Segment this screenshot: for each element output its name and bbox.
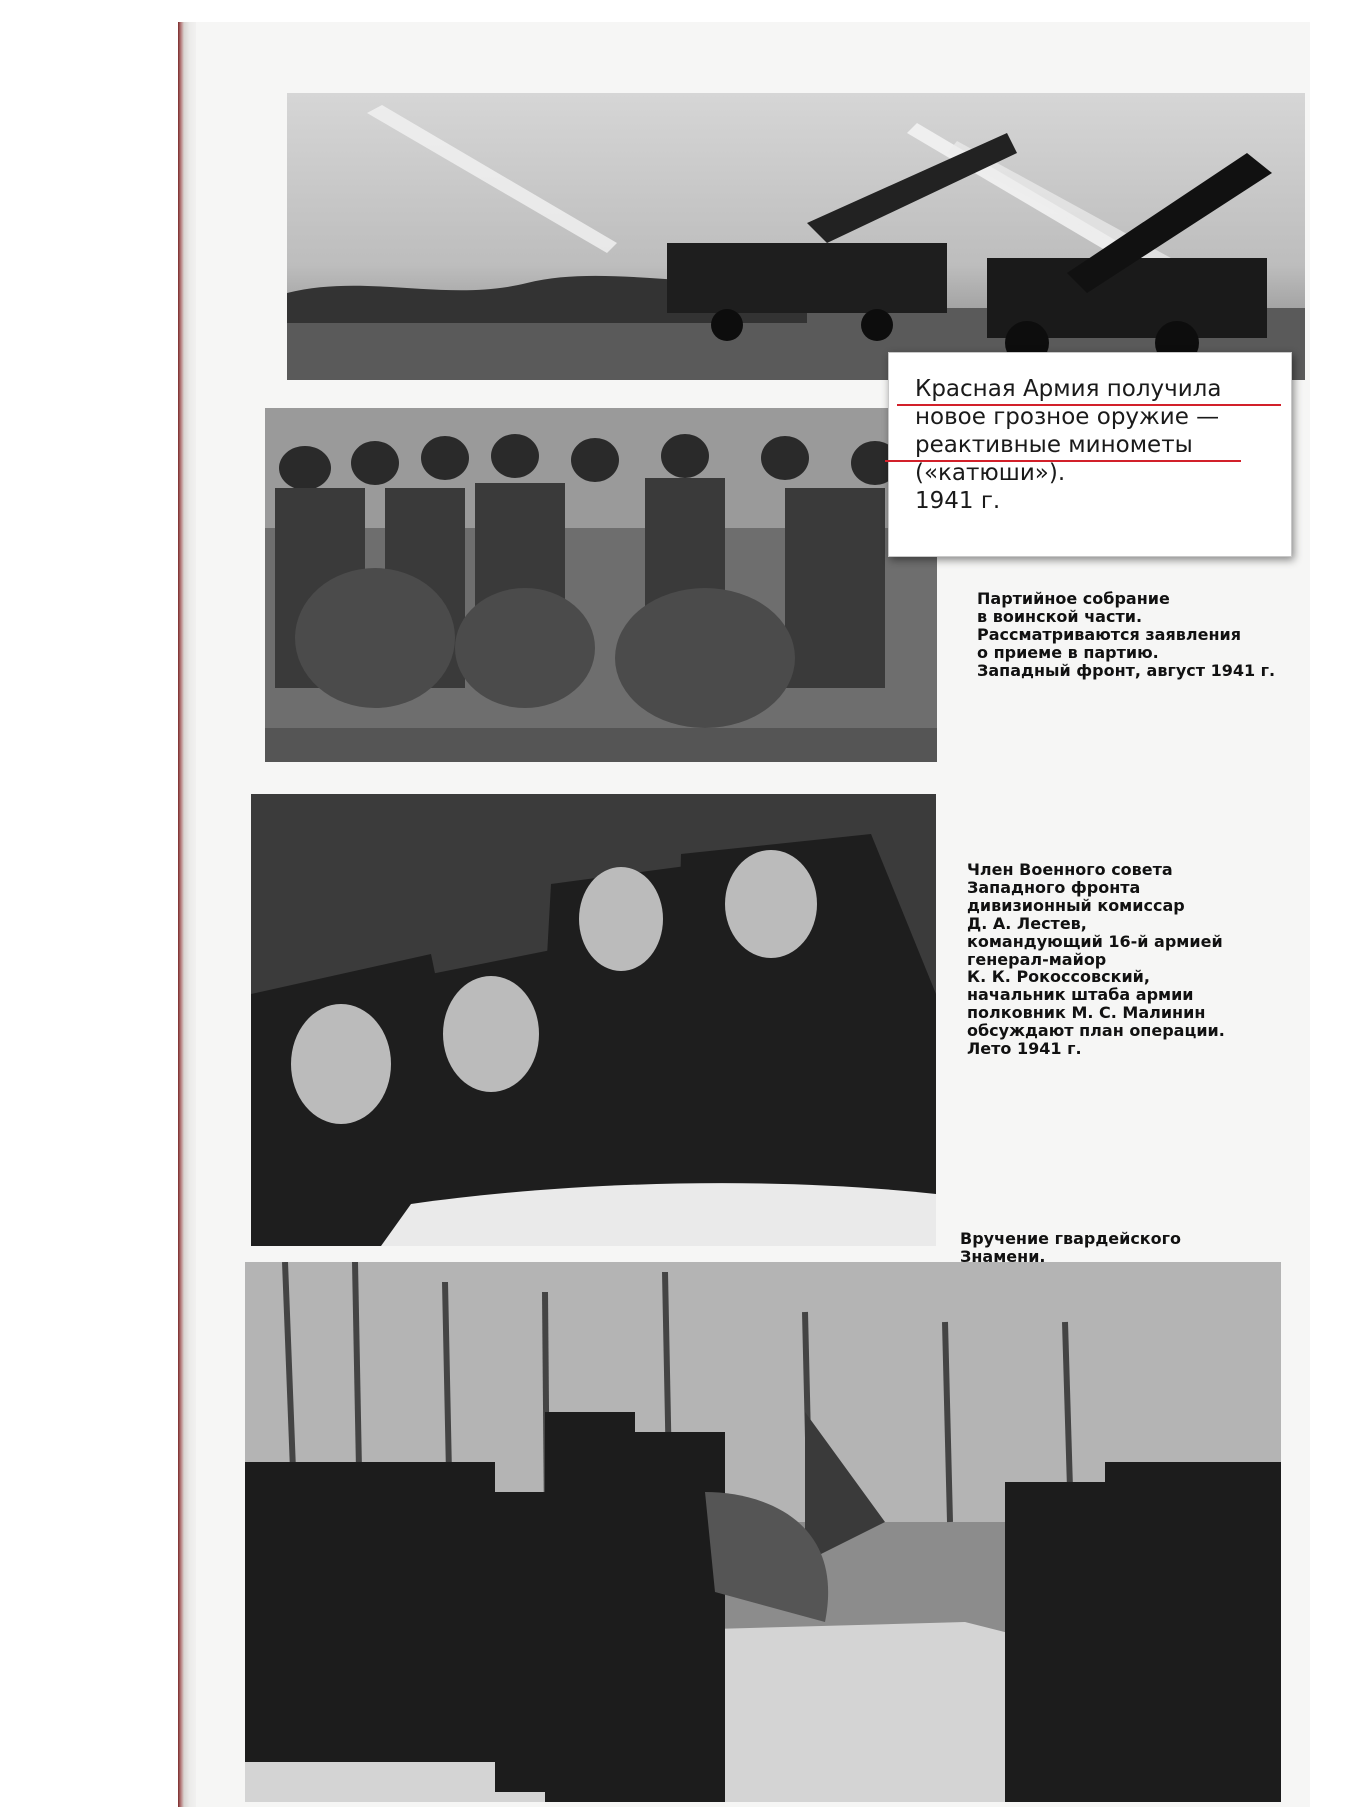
caption-line: в воинской части. xyxy=(977,606,1143,626)
caption-line: начальник штаба армии xyxy=(967,985,1194,1005)
caption-line: Рассматриваются заявления xyxy=(977,624,1241,644)
caption-line: Западного фронта xyxy=(967,877,1141,897)
photo-katyusha-launchers xyxy=(287,93,1305,380)
callout-katyusha-caption xyxy=(888,352,1292,557)
caption-katyusha-line-2: новое грозное оружие — xyxy=(915,404,1220,430)
caption-line: Западный фронт, август 1941 г. xyxy=(977,660,1276,680)
photo-party-meeting xyxy=(265,408,937,762)
caption-line: К. К. Рокоссовский, xyxy=(967,967,1150,987)
caption-line: Член Военного совета xyxy=(967,860,1173,879)
photo-guards-banner xyxy=(245,1262,1281,1802)
caption-katyusha-line-1: Красная Армия получила xyxy=(915,375,1291,403)
caption-line: обсуждают план операции. xyxy=(967,1021,1225,1041)
caption-katyusha-line-4: («катюши»). xyxy=(915,460,1066,486)
caption-katyusha-line-5: 1941 г. xyxy=(915,488,1001,514)
caption-line: Вручение гвардейского xyxy=(960,1229,1182,1248)
caption-line: командующий 16-й армией xyxy=(967,931,1223,951)
caption-line: Партийное собрание xyxy=(977,589,1170,608)
caption-party-meeting xyxy=(977,590,1275,680)
caption-line: Лето 1941 г. xyxy=(967,1039,1082,1059)
caption-line: Д. А. Лестев, xyxy=(967,913,1087,933)
caption-line: дивизионный комиссар xyxy=(967,895,1185,915)
caption-guards-banner xyxy=(960,1230,1181,1266)
caption-line: о приеме в партию. xyxy=(977,642,1159,662)
caption-line: генерал-майор xyxy=(967,949,1107,969)
photo-military-council xyxy=(251,794,936,1246)
caption-line: полковник М. С. Малинин xyxy=(967,1003,1206,1023)
caption-katyusha-line-3: реактивные минометы xyxy=(915,431,1291,459)
caption-line: Знамени. xyxy=(960,1246,1046,1266)
caption-military-council xyxy=(967,861,1225,1058)
